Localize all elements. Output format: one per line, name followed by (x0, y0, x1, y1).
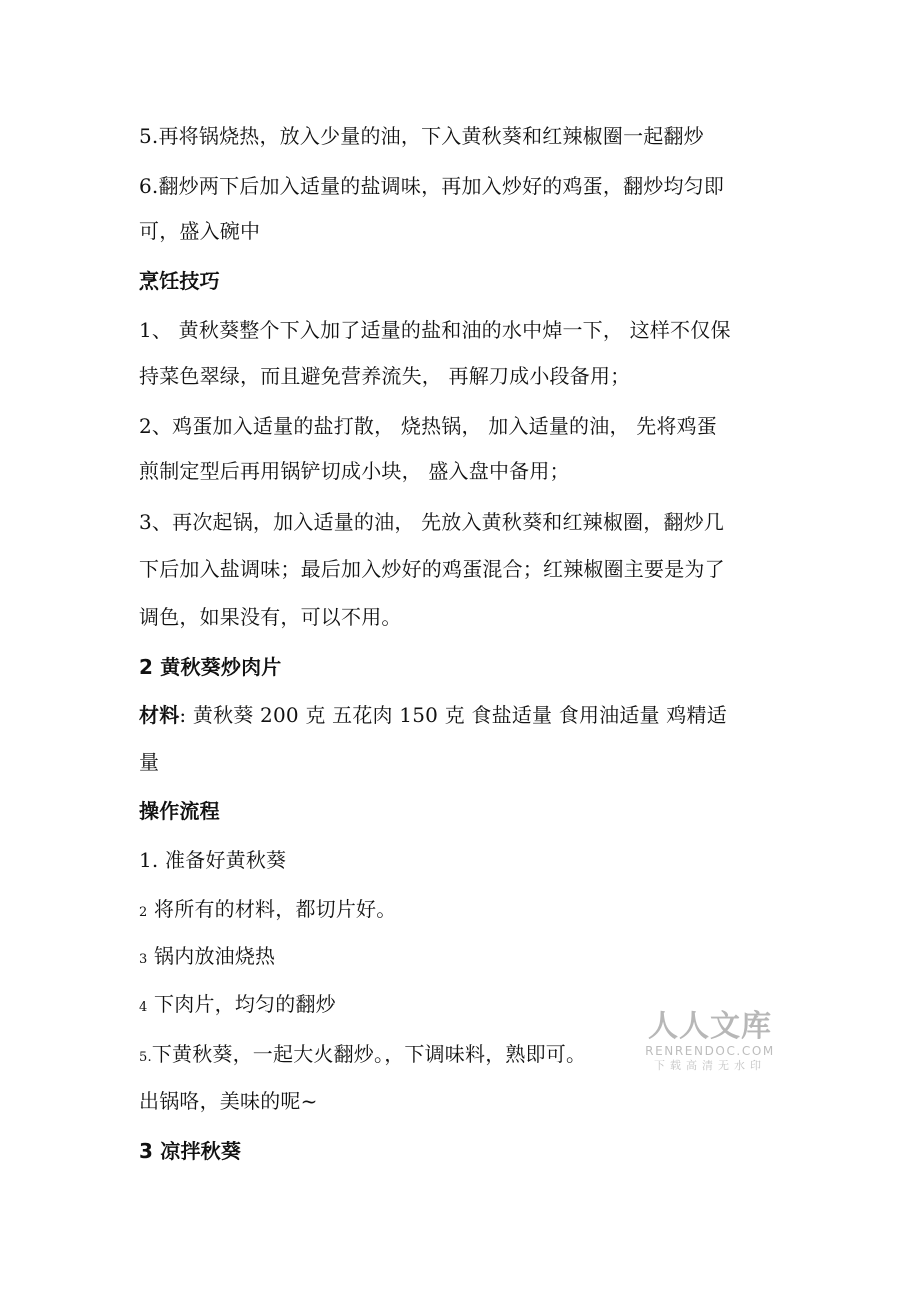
step-text: 将所有的材料，都切片好。 (147, 897, 397, 921)
tip-3-text: 3、再次起锅，加入适量的油， 先放入黄秋葵和红辣椒圈，翻炒几 (139, 510, 725, 534)
tip-2-continuation: 煎制定型后再用锅铲切成小块， 盛入盘中备用； (139, 459, 570, 483)
step-5-text: 5.再将锅烧热，放入少量的油，下入黄秋葵和红辣椒圈一起翻炒 (139, 124, 704, 148)
tip-3-continuation-2: 调色，如果没有，可以不用。 (139, 605, 402, 629)
tip-1-continuation: 持菜色翠绿，而且避免营养流失， 再解刀成小段备用； (139, 364, 631, 388)
procedure-step-1: 1. 准备好黄秋葵 (139, 848, 287, 872)
procedure-closing: 出锅咯，美味的呢~ (139, 1089, 318, 1113)
tip-2-text: 2、鸡蛋加入适量的盐打散， 烧热锅， 加入适量的油， 先将鸡蛋 (139, 414, 717, 438)
tip-1-text: 1、 黄秋葵整个下入加了适量的盐和油的水中焯一下， 这样不仅保 (139, 318, 731, 342)
step-number: 3 (139, 952, 148, 967)
watermark (640, 1010, 780, 1074)
watermark-url: RENRENDOC.COM (645, 1044, 775, 1058)
procedure-step-2 (139, 895, 396, 927)
recipe-2-title: 2 黄秋葵炒肉片 (139, 655, 282, 679)
ingredients-line (139, 701, 727, 729)
procedure-step-5 (139, 1040, 586, 1072)
section-heading-cooking-tips: 烹饪技巧 (139, 269, 220, 293)
watermark-tagline: 下载高清无水印 (654, 1059, 766, 1072)
tip-3-continuation-1: 下后加入盐调味；最后加入炒好的鸡蛋混合；红辣椒圈主要是为了 (139, 557, 725, 581)
procedure-step-4 (139, 990, 336, 1022)
procedure-step-3 (139, 942, 275, 974)
ingredients-continuation: 量 (139, 750, 160, 774)
ingredients-list: : 黄秋葵 200 克 五花肉 150 克 食盐适量 食用油适量 鸡精适 (179, 703, 727, 727)
step-text: 下肉片，均匀的翻炒 (147, 992, 336, 1016)
watermark-logo-text: 人人文库 (648, 1009, 772, 1044)
step-text: 锅内放油烧热 (147, 944, 276, 968)
section-heading-procedure: 操作流程 (139, 799, 220, 823)
recipe-3-title: 3 凉拌秋葵 (139, 1139, 242, 1163)
step-number: 5. (139, 1050, 152, 1065)
step-text: 下黄秋葵，一起大火翻炒。，下调味料，熟即可。 (151, 1042, 587, 1066)
ingredients-label: 材料 (139, 703, 180, 727)
step-number: 4 (139, 1000, 148, 1015)
step-6-text: 6.翻炒两下后加入适量的盐调味，再加入炒好的鸡蛋，翻炒均匀即 (139, 174, 725, 198)
step-6-continuation: 可，盛入碗中 (139, 219, 261, 243)
step-number: 2 (139, 905, 148, 920)
